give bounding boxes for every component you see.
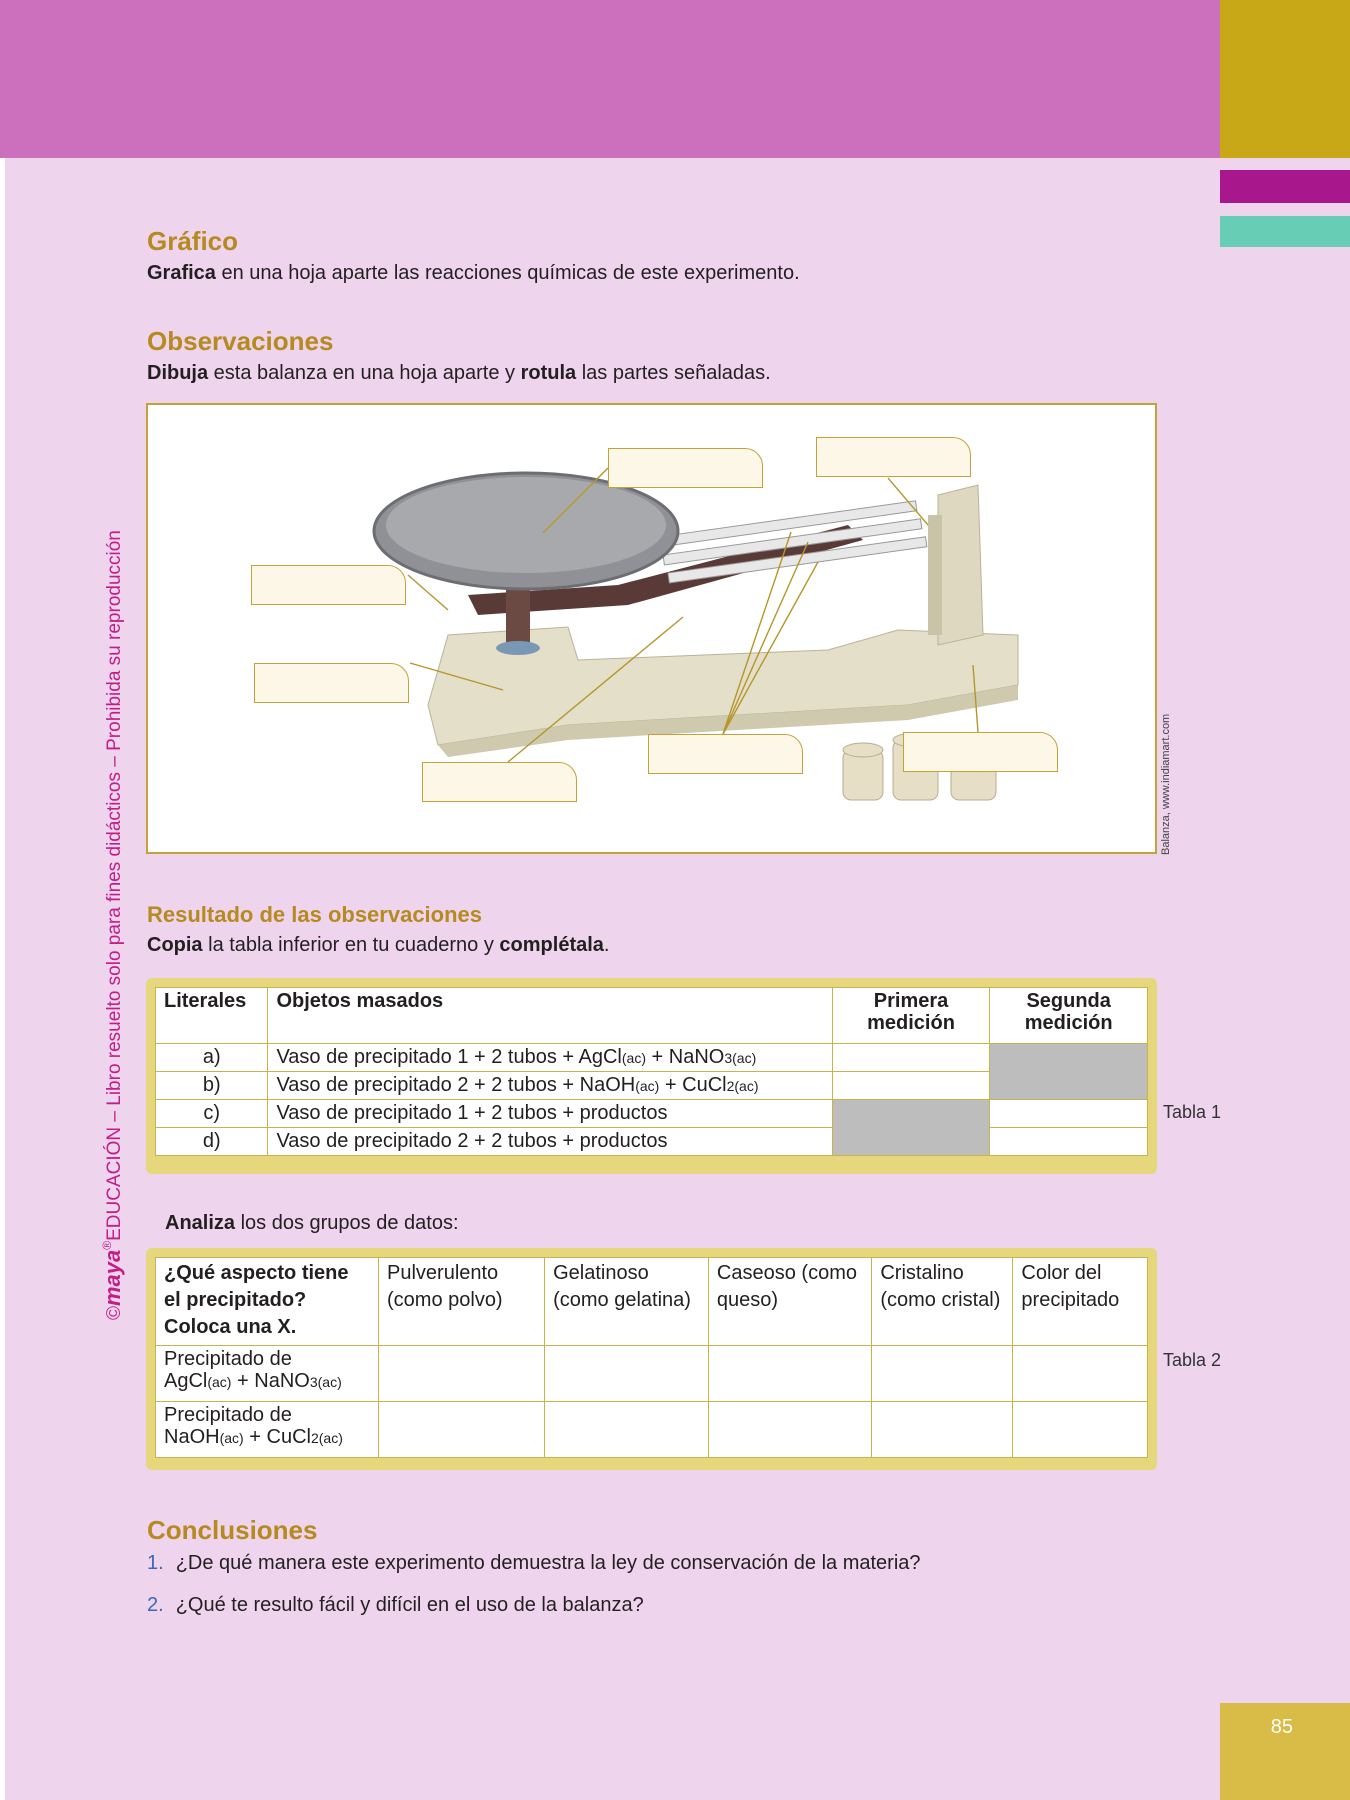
top-banner	[0, 0, 1220, 158]
t1-header-primera: Primera medición	[832, 988, 990, 1044]
list-item: 2. ¿Qué te resulto fácil y difícil en el uso de la balanza?	[147, 1594, 644, 1616]
table-row: Precipitado de NaOH(ac) + CuCl2(ac)	[156, 1402, 1148, 1458]
heading-resultado: Resultado de las observaciones	[147, 902, 483, 927]
corner-block	[1220, 0, 1350, 158]
table2-caption: Tabla 2	[1163, 1350, 1222, 1370]
label-box-pointer[interactable]	[816, 437, 971, 477]
page-number: 85	[1270, 1716, 1293, 1738]
t1-header-segunda: Segunda medición	[990, 988, 1148, 1044]
table-row: c) Vaso de precipitado 1 + 2 tubos + productos	[156, 1100, 1148, 1128]
heading-grafico: Gráfico	[147, 226, 239, 256]
table-row: d) Vaso de precipitado 2 + 2 tubos + productos	[156, 1128, 1148, 1156]
t2-header-question: ¿Qué aspecto tiene el precipitado? Coloca una X.	[156, 1258, 379, 1346]
list-item: 1. ¿De qué manera este experimento demuestra la ley de conservación de la materia?	[147, 1552, 921, 1574]
t1-shaded-cell	[832, 1100, 990, 1156]
heading-conclusiones: Conclusiones	[147, 1515, 318, 1545]
page-edge	[0, 158, 5, 1800]
t1-b-primera[interactable]	[832, 1072, 990, 1100]
t1-header-literales: Literales	[156, 988, 268, 1044]
label-box-weights[interactable]	[903, 732, 1058, 772]
label-box-pan[interactable]	[608, 448, 763, 488]
label-box-adjust-knob[interactable]	[251, 565, 406, 605]
grafico-instruction: Grafica en una hoja aparte las reacciones químicas de este experimento.	[147, 262, 800, 284]
label-box-base[interactable]	[254, 663, 409, 703]
table2	[155, 1257, 1148, 1458]
label-box-riders[interactable]	[648, 734, 803, 774]
t2-header-gelatinoso: Gelatinoso (como gelatina)	[545, 1258, 709, 1346]
image-credit: Balanza, www.indiamart.com	[1160, 713, 1172, 855]
balance-figure	[146, 403, 1157, 854]
t2-header-pulverulento: Pulverulento (como polvo)	[379, 1258, 545, 1346]
t1-a-primera[interactable]	[832, 1044, 990, 1072]
table1-caption: Tabla 1	[1163, 1102, 1222, 1122]
resultado-instruction: Copia la tabla inferior en tu cuaderno y complétala.	[147, 934, 610, 956]
label-box-beam[interactable]	[422, 762, 577, 802]
t1-c-segunda[interactable]	[990, 1100, 1148, 1128]
t1-shaded-cell	[990, 1044, 1148, 1100]
table-row: Precipitado de AgCl(ac) + NaNO3(ac)	[156, 1346, 1148, 1402]
observaciones-instruction: Dibuja esta balanza en una hoja aparte y rotula las partes señaladas.	[147, 362, 771, 384]
copyright-sidebar: ©maya®EDUCACIÓN – Libro resuelto solo para fines didácticos – Prohibida su reproducción	[100, 530, 125, 1320]
t2-header-caseoso: Caseoso (como queso)	[708, 1258, 871, 1346]
t1-header-objetos: Objetos masados	[268, 988, 832, 1044]
table1	[155, 987, 1148, 1156]
t2-header-color: Color del precipitado	[1013, 1258, 1148, 1346]
color-tab-magenta	[1220, 170, 1350, 203]
analiza-instruction: Analiza los dos grupos de datos:	[165, 1212, 459, 1234]
t1-d-segunda[interactable]	[990, 1128, 1148, 1156]
color-tab-teal	[1220, 216, 1350, 247]
table-row: b) Vaso de precipitado 2 + 2 tubos + NaOH(ac) + CuCl2(ac)	[156, 1072, 1148, 1100]
table-row: a) Vaso de precipitado 1 + 2 tubos + AgCl(ac) + NaNO3(ac)	[156, 1044, 1148, 1072]
t2-header-cristalino: Cristalino (como cristal)	[872, 1258, 1013, 1346]
heading-observaciones: Observaciones	[147, 326, 334, 356]
